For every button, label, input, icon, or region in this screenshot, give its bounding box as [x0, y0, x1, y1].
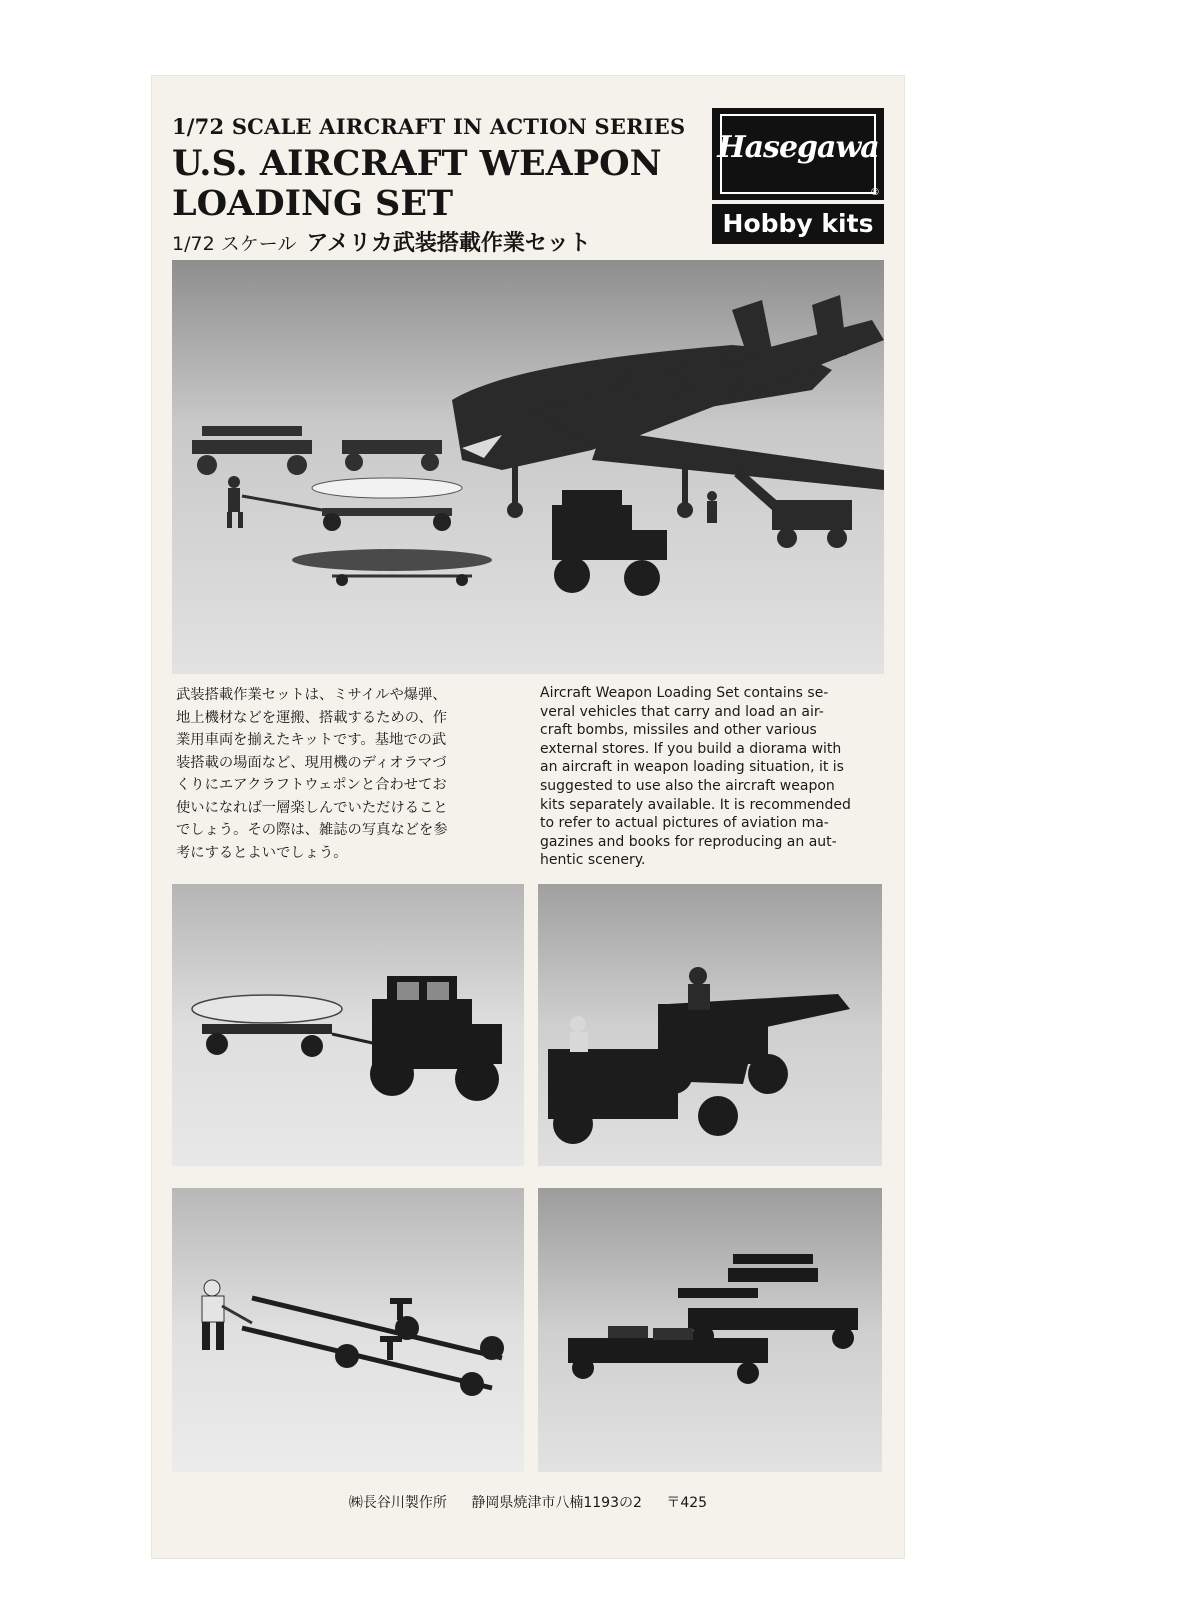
tow-bar-photo — [172, 1188, 524, 1472]
bomb-cart-photo — [538, 1188, 882, 1472]
postal-code: 〒425 — [666, 1495, 708, 1511]
company-address: 静岡県焼津市八楠1193の2 — [471, 1495, 642, 1511]
description-japanese: 武装搭載作業セットは、ミサイルや爆弾、 地上機材などを運搬、搭載するための、作 業用車両を揃えたキットです。基地での武 装搭載の場面など、現用機のディオラマづ くりにエアクラフトウェポンと合わせてお 使いになれば一層楽しんでいただけること でしょう。その際は、雑誌の写真などを参 考にするとよいでしょう。 — [176, 687, 448, 861]
registered-mark: ® — [870, 187, 880, 198]
main-photo — [172, 260, 884, 674]
hobby-kits-label: Hobby kits — [712, 204, 884, 244]
logo-brand-text: Hasegawa — [717, 130, 879, 165]
description-english: Aircraft Weapon Loading Set contains se- veral vehicles that carry and load an air- craft bombs, missiles and other various external stores. If you build a diorama with an aircraft in weapon loading situation, it is suggested to use also the aircraft weapon kits separately available. It is recommended to refer to actual pictures of aviation ma- gazines and books for reproducing an aut- hentic scenery. — [540, 685, 851, 869]
bomb-carts-image — [538, 1188, 882, 1472]
japanese-title — [172, 226, 591, 257]
japanese-scale: 1/72 スケール — [172, 233, 297, 255]
company-name: ㈱長谷川製作所 — [348, 1495, 447, 1511]
product-title — [172, 144, 712, 224]
tow-bars-image — [172, 1188, 524, 1472]
series-title: 1/72 SCALE AIRCRAFT IN ACTION SERIES — [172, 114, 686, 139]
japanese-product-name: アメリカ武装搭載作業セット — [306, 231, 591, 256]
product-title-line2: LOADING SET — [172, 183, 454, 224]
loader-photo — [538, 884, 882, 1166]
hasegawa-logo — [712, 108, 884, 200]
manufacturer-footer — [152, 1492, 904, 1512]
aircraft-diorama-image — [172, 260, 884, 674]
weapon-loaders-image — [538, 884, 882, 1166]
product-title-line1: U.S. AIRCRAFT WEAPON — [172, 143, 662, 184]
instruction-sheet — [152, 76, 904, 1558]
tractor-towing-image — [172, 884, 524, 1166]
tractor-photo — [172, 884, 524, 1166]
